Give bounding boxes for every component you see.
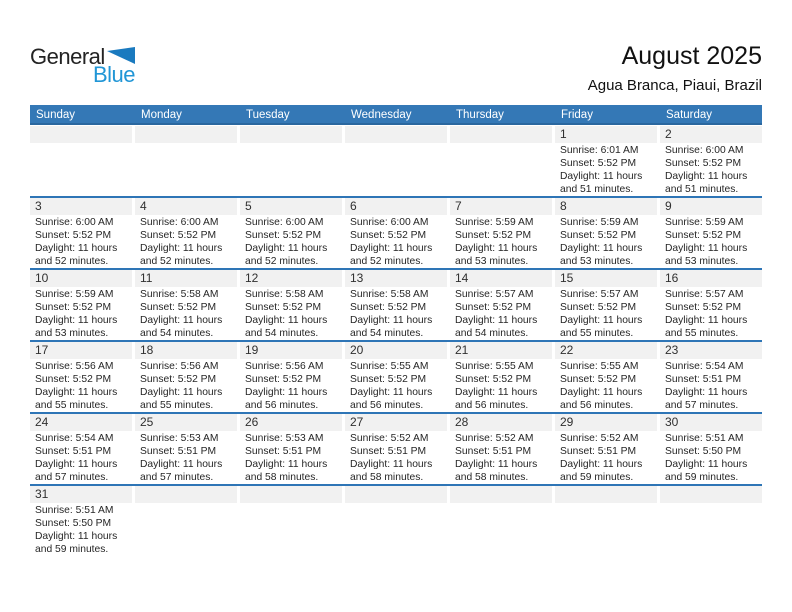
daylight-text-line1: Daylight: 11 hours	[35, 386, 118, 398]
sunset-text: Sunset: 5:52 PM	[35, 373, 112, 385]
daylight-text-line1: Daylight: 11 hours	[350, 242, 433, 254]
daylight-text-line1: Daylight: 11 hours	[350, 314, 433, 326]
sunrise-text: Sunrise: 6:00 AM	[245, 217, 324, 228]
daylight-text-line1: Daylight: 11 hours	[665, 242, 748, 254]
day-number: 25	[135, 414, 237, 431]
week-row	[30, 126, 762, 198]
daylight-text-line2: and 56 minutes.	[350, 399, 424, 411]
day-number: 14	[450, 270, 552, 287]
sunset-text: Sunset: 5:51 PM	[560, 445, 637, 457]
day-cell	[135, 126, 237, 196]
sunrise-text: Sunrise: 6:00 AM	[35, 217, 114, 228]
day-number: 24	[30, 414, 132, 431]
day-cell	[555, 198, 657, 268]
sunrise-text: Sunrise: 5:59 AM	[35, 289, 114, 300]
sunset-text: Sunset: 5:51 PM	[455, 445, 532, 457]
daylight-text-line2: and 52 minutes.	[245, 255, 319, 267]
day-number: 10	[30, 270, 132, 287]
day-details	[345, 215, 447, 268]
day-number	[450, 126, 552, 143]
sunset-text: Sunset: 5:52 PM	[245, 301, 322, 313]
sunrise-text: Sunrise: 6:00 AM	[665, 145, 744, 156]
day-cell	[345, 126, 447, 196]
day-cell	[345, 198, 447, 268]
day-cell	[240, 486, 342, 558]
weekday-label-sunday: Sunday	[36, 109, 76, 121]
day-details	[450, 287, 552, 340]
day-details	[345, 431, 447, 484]
day-details	[345, 359, 447, 412]
day-cell	[660, 270, 762, 340]
day-number: 27	[345, 414, 447, 431]
daylight-text-line1: Daylight: 11 hours	[35, 530, 118, 542]
sunrise-text: Sunrise: 5:58 AM	[245, 289, 324, 300]
day-details	[240, 287, 342, 340]
day-number: 18	[135, 342, 237, 359]
daylight-text-line2: and 58 minutes.	[245, 471, 319, 483]
daylight-text-line1: Daylight: 11 hours	[455, 458, 538, 470]
day-number	[240, 126, 342, 143]
day-cell	[135, 198, 237, 268]
title-block	[588, 42, 762, 94]
sunset-text: Sunset: 5:52 PM	[245, 373, 322, 385]
day-number	[30, 126, 132, 143]
daylight-text-line2: and 56 minutes.	[245, 399, 319, 411]
daylight-text-line2: and 52 minutes.	[140, 255, 214, 267]
daylight-text-line1: Daylight: 11 hours	[455, 314, 538, 326]
sunrise-text: Sunrise: 5:52 AM	[560, 433, 639, 444]
day-details	[30, 215, 132, 268]
daylight-text-line2: and 59 minutes.	[35, 543, 109, 555]
day-details	[135, 431, 237, 484]
daylight-text-line1: Daylight: 11 hours	[560, 242, 643, 254]
day-cell	[135, 414, 237, 484]
day-cell	[135, 342, 237, 412]
day-number: 6	[345, 198, 447, 215]
sunrise-text: Sunrise: 5:53 AM	[245, 433, 324, 444]
week-row	[30, 342, 762, 414]
day-number	[135, 126, 237, 143]
daylight-text-line1: Daylight: 11 hours	[35, 314, 118, 326]
daylight-text-line2: and 53 minutes.	[560, 255, 634, 267]
sunset-text: Sunset: 5:52 PM	[35, 301, 112, 313]
day-cell	[345, 486, 447, 558]
sunrise-text: Sunrise: 5:58 AM	[140, 289, 219, 300]
daylight-text-line2: and 57 minutes.	[35, 471, 109, 483]
day-cell	[660, 342, 762, 412]
sunset-text: Sunset: 5:51 PM	[245, 445, 322, 457]
weekday-label-thursday: Thursday	[456, 109, 504, 121]
day-number	[135, 486, 237, 503]
daylight-text-line1: Daylight: 11 hours	[455, 242, 538, 254]
day-details	[660, 503, 762, 505]
day-cell	[450, 342, 552, 412]
day-cell	[450, 486, 552, 558]
day-cell	[555, 342, 657, 412]
sunset-text: Sunset: 5:51 PM	[350, 445, 427, 457]
daylight-text-line2: and 54 minutes.	[455, 327, 529, 339]
daylight-text-line1: Daylight: 11 hours	[455, 386, 538, 398]
week-row	[30, 270, 762, 342]
day-number: 1	[555, 126, 657, 143]
daylight-text-line2: and 55 minutes.	[140, 399, 214, 411]
sunrise-text: Sunrise: 5:56 AM	[140, 361, 219, 372]
week-row	[30, 198, 762, 270]
logo-text-general: General	[30, 44, 105, 69]
day-number	[450, 486, 552, 503]
daylight-text-line2: and 55 minutes.	[560, 327, 634, 339]
sunset-text: Sunset: 5:51 PM	[140, 445, 217, 457]
daylight-text-line1: Daylight: 11 hours	[140, 314, 223, 326]
sunrise-text: Sunrise: 5:52 AM	[350, 433, 429, 444]
day-details	[450, 215, 552, 268]
day-details	[555, 143, 657, 196]
sunrise-text: Sunrise: 5:55 AM	[455, 361, 534, 372]
daylight-text-line1: Daylight: 11 hours	[140, 242, 223, 254]
daylight-text-line2: and 54 minutes.	[140, 327, 214, 339]
weekday-header-row	[30, 105, 762, 125]
daylight-text-line1: Daylight: 11 hours	[665, 170, 748, 182]
daylight-text-line1: Daylight: 11 hours	[560, 170, 643, 182]
daylight-text-line1: Daylight: 11 hours	[560, 314, 643, 326]
sunset-text: Sunset: 5:51 PM	[665, 373, 742, 385]
day-cell	[450, 270, 552, 340]
daylight-text-line2: and 55 minutes.	[35, 399, 109, 411]
sunset-text: Sunset: 5:52 PM	[245, 229, 322, 241]
day-number: 26	[240, 414, 342, 431]
day-details	[30, 143, 132, 145]
sunrise-text: Sunrise: 5:53 AM	[140, 433, 219, 444]
general-blue-logo	[30, 44, 170, 90]
daylight-text-line1: Daylight: 11 hours	[245, 242, 328, 254]
daylight-text-line1: Daylight: 11 hours	[665, 386, 748, 398]
sunrise-text: Sunrise: 5:56 AM	[35, 361, 114, 372]
day-cell	[240, 342, 342, 412]
day-number	[660, 486, 762, 503]
daylight-text-line2: and 54 minutes.	[245, 327, 319, 339]
day-details	[240, 143, 342, 145]
page-title: August 2025	[621, 42, 762, 70]
calendar	[30, 105, 762, 558]
weekday-label-wednesday: Wednesday	[351, 109, 412, 121]
day-cell	[450, 414, 552, 484]
sunrise-text: Sunrise: 5:59 AM	[455, 217, 534, 228]
day-cell	[30, 342, 132, 412]
daylight-text-line1: Daylight: 11 hours	[665, 314, 748, 326]
day-cell	[30, 270, 132, 340]
day-number: 12	[240, 270, 342, 287]
sunrise-text: Sunrise: 5:56 AM	[245, 361, 324, 372]
sunset-text: Sunset: 5:52 PM	[560, 229, 637, 241]
daylight-text-line1: Daylight: 11 hours	[245, 386, 328, 398]
day-cell	[555, 486, 657, 558]
sunset-text: Sunset: 5:52 PM	[665, 301, 742, 313]
sunrise-text: Sunrise: 6:00 AM	[350, 217, 429, 228]
daylight-text-line1: Daylight: 11 hours	[35, 242, 118, 254]
day-number: 4	[135, 198, 237, 215]
sunrise-text: Sunrise: 5:59 AM	[665, 217, 744, 228]
day-number: 17	[30, 342, 132, 359]
sunset-text: Sunset: 5:52 PM	[665, 229, 742, 241]
sunset-text: Sunset: 5:52 PM	[350, 229, 427, 241]
day-details	[555, 287, 657, 340]
day-details	[660, 143, 762, 196]
day-cell	[345, 342, 447, 412]
day-cell	[30, 126, 132, 196]
day-details	[660, 287, 762, 340]
daylight-text-line2: and 59 minutes.	[665, 471, 739, 483]
sunrise-text: Sunrise: 5:52 AM	[455, 433, 534, 444]
page-subtitle: Agua Branca, Piaui, Brazil	[587, 77, 762, 94]
sunrise-text: Sunrise: 5:54 AM	[35, 433, 114, 444]
sunset-text: Sunset: 5:52 PM	[455, 373, 532, 385]
sunset-text: Sunset: 5:51 PM	[35, 445, 112, 457]
daylight-text-line2: and 54 minutes.	[350, 327, 424, 339]
daylight-text-line2: and 55 minutes.	[665, 327, 739, 339]
daylight-text-line2: and 59 minutes.	[560, 471, 634, 483]
day-details	[555, 359, 657, 412]
sunset-text: Sunset: 5:52 PM	[560, 157, 637, 169]
daylight-text-line1: Daylight: 11 hours	[245, 458, 328, 470]
sunrise-text: Sunrise: 5:59 AM	[560, 217, 639, 228]
day-details	[660, 359, 762, 412]
day-number: 28	[450, 414, 552, 431]
daylight-text-line2: and 52 minutes.	[350, 255, 424, 267]
daylight-text-line1: Daylight: 11 hours	[665, 458, 748, 470]
day-number: 9	[660, 198, 762, 215]
daylight-text-line2: and 57 minutes.	[140, 471, 214, 483]
day-details	[135, 287, 237, 340]
daylight-text-line1: Daylight: 11 hours	[560, 386, 643, 398]
day-details	[240, 431, 342, 484]
daylight-text-line2: and 56 minutes.	[560, 399, 634, 411]
sunrise-text: Sunrise: 5:58 AM	[350, 289, 429, 300]
daylight-text-line1: Daylight: 11 hours	[35, 458, 118, 470]
day-cell	[660, 198, 762, 268]
calendar-grid	[30, 126, 762, 558]
sunrise-text: Sunrise: 5:57 AM	[455, 289, 534, 300]
day-details	[555, 431, 657, 484]
daylight-text-line2: and 51 minutes.	[560, 183, 634, 195]
day-details	[135, 143, 237, 145]
day-cell	[660, 414, 762, 484]
daylight-text-line1: Daylight: 11 hours	[140, 386, 223, 398]
day-cell	[345, 414, 447, 484]
daylight-text-line2: and 53 minutes.	[35, 327, 109, 339]
sunset-text: Sunset: 5:52 PM	[140, 301, 217, 313]
daylight-text-line1: Daylight: 11 hours	[560, 458, 643, 470]
day-details	[555, 503, 657, 505]
daylight-text-line2: and 53 minutes.	[665, 255, 739, 267]
daylight-text-line2: and 58 minutes.	[350, 471, 424, 483]
day-number: 23	[660, 342, 762, 359]
sunrise-text: Sunrise: 6:00 AM	[140, 217, 219, 228]
day-cell	[660, 126, 762, 196]
daylight-text-line2: and 58 minutes.	[455, 471, 529, 483]
daylight-text-line2: and 57 minutes.	[665, 399, 739, 411]
sunset-text: Sunset: 5:52 PM	[560, 301, 637, 313]
day-number	[345, 126, 447, 143]
logo-text-blue: Blue	[93, 62, 136, 87]
day-details	[555, 215, 657, 268]
day-number: 3	[30, 198, 132, 215]
day-details	[240, 215, 342, 268]
sunset-text: Sunset: 5:52 PM	[455, 301, 532, 313]
day-number	[345, 486, 447, 503]
day-number: 19	[240, 342, 342, 359]
day-cell	[135, 486, 237, 558]
daylight-text-line1: Daylight: 11 hours	[140, 458, 223, 470]
sunset-text: Sunset: 5:52 PM	[455, 229, 532, 241]
day-number: 22	[555, 342, 657, 359]
day-details	[30, 503, 132, 557]
daylight-text-line2: and 56 minutes.	[455, 399, 529, 411]
day-details	[450, 143, 552, 145]
day-details	[345, 143, 447, 145]
daylight-text-line1: Daylight: 11 hours	[350, 458, 433, 470]
day-details	[240, 503, 342, 505]
sunset-text: Sunset: 5:52 PM	[140, 373, 217, 385]
day-number: 20	[345, 342, 447, 359]
sunrise-text: Sunrise: 5:51 AM	[665, 433, 744, 444]
sunset-text: Sunset: 5:52 PM	[665, 157, 742, 169]
day-number: 2	[660, 126, 762, 143]
sunset-text: Sunset: 5:52 PM	[560, 373, 637, 385]
day-number: 30	[660, 414, 762, 431]
day-details	[30, 431, 132, 484]
sunset-text: Sunset: 5:50 PM	[665, 445, 742, 457]
sunset-text: Sunset: 5:52 PM	[140, 229, 217, 241]
day-details	[450, 359, 552, 412]
day-cell	[555, 270, 657, 340]
day-details	[345, 503, 447, 505]
day-details	[240, 359, 342, 412]
day-number: 21	[450, 342, 552, 359]
day-cell	[240, 270, 342, 340]
daylight-text-line1: Daylight: 11 hours	[350, 386, 433, 398]
weekday-label-monday: Monday	[141, 109, 182, 121]
day-number: 15	[555, 270, 657, 287]
day-details	[135, 215, 237, 268]
weekday-label-saturday: Saturday	[666, 109, 713, 121]
day-details	[30, 287, 132, 340]
day-details	[135, 503, 237, 505]
day-cell	[240, 414, 342, 484]
day-number: 16	[660, 270, 762, 287]
weekday-label-friday: Friday	[561, 109, 593, 121]
sunset-text: Sunset: 5:52 PM	[350, 373, 427, 385]
weekday-label-tuesday: Tuesday	[246, 109, 290, 121]
sunset-text: Sunset: 5:52 PM	[350, 301, 427, 313]
day-cell	[30, 198, 132, 268]
day-number: 7	[450, 198, 552, 215]
daylight-text-line2: and 52 minutes.	[35, 255, 109, 267]
day-details	[450, 431, 552, 484]
sunrise-text: Sunrise: 5:55 AM	[350, 361, 429, 372]
daylight-text-line2: and 51 minutes.	[665, 183, 739, 195]
sunset-text: Sunset: 5:52 PM	[35, 229, 112, 241]
day-details	[660, 431, 762, 484]
day-number	[555, 486, 657, 503]
sunrise-text: Sunrise: 6:01 AM	[560, 145, 639, 156]
day-cell	[345, 270, 447, 340]
sunrise-text: Sunrise: 5:57 AM	[665, 289, 744, 300]
day-number: 5	[240, 198, 342, 215]
day-number	[240, 486, 342, 503]
daylight-text-line1: Daylight: 11 hours	[245, 314, 328, 326]
sunrise-text: Sunrise: 5:51 AM	[35, 505, 114, 516]
day-number: 11	[135, 270, 237, 287]
top-bar	[30, 0, 762, 105]
day-cell	[450, 198, 552, 268]
day-cell	[240, 126, 342, 196]
day-details	[345, 287, 447, 340]
day-cell	[135, 270, 237, 340]
sunset-text: Sunset: 5:50 PM	[35, 517, 112, 529]
daylight-text-line2: and 53 minutes.	[455, 255, 529, 267]
day-number: 13	[345, 270, 447, 287]
sunrise-text: Sunrise: 5:57 AM	[560, 289, 639, 300]
day-number: 29	[555, 414, 657, 431]
day-cell	[30, 414, 132, 484]
day-cell	[450, 126, 552, 196]
day-details	[30, 359, 132, 412]
week-row	[30, 414, 762, 486]
day-details	[135, 359, 237, 412]
day-number: 31	[30, 486, 132, 503]
sunrise-text: Sunrise: 5:54 AM	[665, 361, 744, 372]
day-details	[450, 503, 552, 505]
day-cell	[240, 198, 342, 268]
day-cell	[555, 414, 657, 484]
sunrise-text: Sunrise: 5:55 AM	[560, 361, 639, 372]
day-cell	[30, 486, 132, 558]
day-details	[660, 215, 762, 268]
day-cell	[555, 126, 657, 196]
day-cell	[660, 486, 762, 558]
week-row	[30, 486, 762, 558]
day-number: 8	[555, 198, 657, 215]
